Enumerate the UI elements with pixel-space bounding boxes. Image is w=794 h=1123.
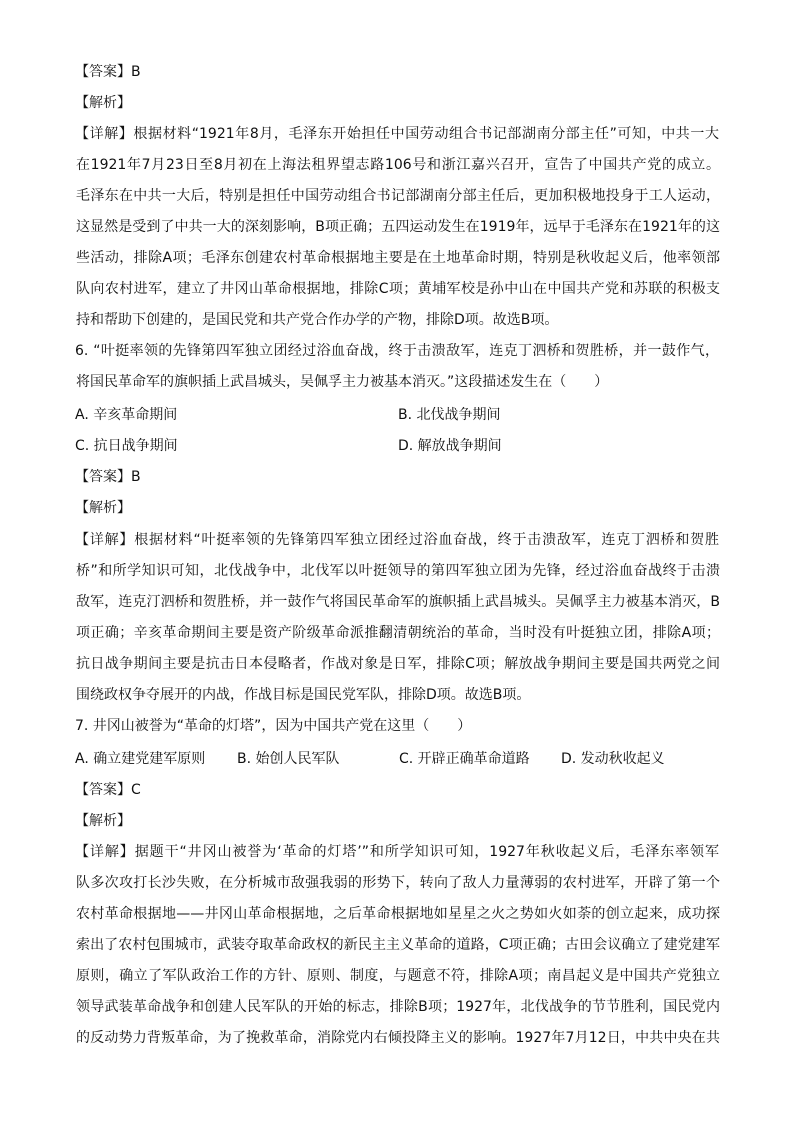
detail-line: 持和帮助下创建的，是国民党和共产党合作办学的产物，排除D项。故选B项。: [76, 312, 559, 328]
question-6-option-c: C. 抗日战争期间: [75, 438, 178, 454]
detail-line: 抗日战争期间主要是抗击日本侵略者，作战对象是日军，排除C项；解放战争期间主要是国共两党之间: [76, 656, 720, 672]
question-7-option-c: C. 开辟正确革命道路: [399, 751, 530, 767]
question-7-option-d: D. 发动秋收起义: [561, 751, 665, 767]
question-7-option-a: A. 确立建党建军原则: [75, 751, 206, 767]
detail-line: 这显然是受到了中共一大的深刻影响，B项正确；五四运动发生在1919年，远早于毛泽东在1921年的这: [76, 219, 720, 235]
detail-line: 桥”和所学知识可知，北伐战争中，北伐军以叶挺领导的第四军独立团为先锋，经过浴血奋战终于击溃: [76, 563, 720, 579]
detail-line: 敌军，连克汀泗桥和贺胜桥，并一鼓作气将国民革命军的旗帜插上武昌城头。吴佩孚主力被基本消灭，B: [76, 594, 720, 610]
detail-line: 【详解】根据材料“叶挺率领的先锋第四军独立团经过浴血奋战，终于击溃敌军，连克丁泗桥和贺胜: [75, 532, 719, 548]
detail-line: 在1921年7月23日至8月初在上海法租界望志路106号和浙江嘉兴召开，宣告了中国共产党的成立。: [76, 157, 720, 173]
question-6-option-b: B. 北伐战争期间: [398, 407, 501, 423]
detail-line: 原则，确立了军队政治工作的方针、原则、制度，与题意不符，排除A项；南昌起义是中国共产党独立: [76, 968, 720, 984]
question-7-stem: 7. 井冈山被誉为“革命的灯塔”，因为中国共产党在这里（ ）: [75, 718, 472, 734]
detail-line: 围绕政权争夺展开的内战，作战目标是国民党军队，排除D项。故选B项。: [76, 687, 531, 703]
analysis-label: 【解析】: [75, 813, 131, 829]
detail-line: 项正确；辛亥革命期间主要是资产阶级革命派推翻清朝统治的革命，当时没有叶挺独立团，排除A项；: [76, 625, 720, 641]
analysis-label: 【解析】: [75, 500, 131, 516]
question-7-option-b: B. 始创人民军队: [237, 751, 340, 767]
answer-label: 【答案】B: [75, 469, 141, 485]
detail-line: 毛泽东在中共一大后，特别是担任中国劳动组合书记部湖南分部主任后，更加积极地投身于工人运动，: [76, 188, 720, 204]
question-6-option-d: D. 解放战争期间: [398, 438, 502, 454]
analysis-label: 【解析】: [75, 95, 131, 111]
question-6-stem: 将国民革命军的旗帜插上武昌城头，吴佩孚主力被基本消灭。”这段描述发生在（ ）: [76, 374, 609, 390]
detail-line: 领导武装革命战争和创建人民军队的开始的标志，排除B项；1927年，北伐战争的节节胜利，国民党内: [76, 999, 720, 1015]
detail-line: 农村革命根据地——井冈山革命根据地，之后革命根据地如星星之火之势如火如荼的创立起来，成功探: [76, 906, 720, 922]
answer-label: 【答案】C: [75, 782, 141, 798]
detail-line: 的反动势力背叛革命，为了挽救革命，消除党内右倾投降主义的影响。1927年7月12日，中共中央在共: [76, 1030, 720, 1046]
question-6-option-a: A. 辛亥革命期间: [75, 407, 178, 423]
question-6-stem: 6. “叶挺率领的先锋第四军独立团经过浴血奋战，终于击溃敌军，连克丁泗桥和贺胜桥，并一鼓作气，: [75, 343, 719, 359]
detail-line: 【详解】据题干“井冈山被誉为‘革命的灯塔’”和所学知识可知，1927年秋收起义后，毛泽东率领军: [75, 844, 719, 860]
answer-label: 【答案】B: [75, 64, 141, 80]
detail-line: 队多次攻打长沙失败，在分析城市敌强我弱的形势下，转向了敌人力量薄弱的农村进军，开辟了第一个: [76, 875, 720, 891]
detail-line: 些活动，排除A项；毛泽东创建农村革命根据地主要是在土地革命时期，特别是秋收起义后，他率领部: [76, 250, 720, 266]
detail-line: 索出了农村包围城市，武装夺取革命政权的新民主主义革命的道路，C项正确；古田会议确立了建党建军: [76, 937, 720, 953]
detail-line: 队向农村进军，建立了井冈山革命根据地，排除C项；黄埔军校是孙中山在中国共产党和苏联的积极支: [76, 281, 720, 297]
detail-line: 【详解】根据材料“1921年8月，毛泽东开始担任中国劳动组合书记部湖南分部主任”可知，中共一大: [75, 126, 719, 142]
